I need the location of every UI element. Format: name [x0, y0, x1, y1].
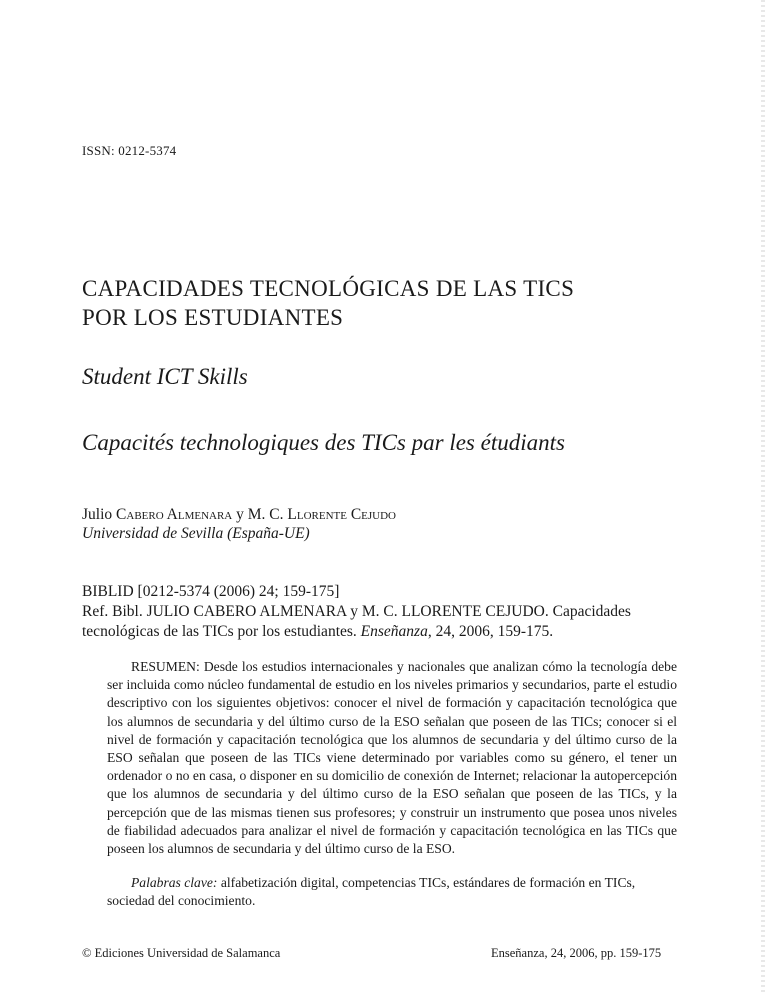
reference-text: Ref. Bibl. JULIO CABERO ALMENARA y M. C. LLORENTE CEJUDO. Capacidades tecnológicas de las TICs por los estudiantes.	[82, 603, 631, 640]
author-2-surname: Llorente Cejudo	[287, 506, 397, 523]
footer-citation: Enseñanza, 24, 2006, pp. 159-175	[491, 946, 662, 960]
biblid: BIBLID [0212-5374 (2006) 24; 159-175]	[82, 583, 340, 600]
scan-edge	[761, 0, 765, 994]
abstract-text: Desde los estudios internacionales y nacionales que analizan cómo la tecnología debe ser incluida como núcleo fundamental de estudio en los niveles primarios y secundarios, parte el estudio descriptivo con los siguientes objetivos: conocer el nivel de formación y capacitación tecnológica que los alumnos de secundaria y del último curso de la ESO señalan que poseen de las TICs; conocer si el nivel de formación y capacitación tecnológica que los alumnos de secundaria y del último curso de la ESO señalan que poseen de las TICs viene determinado por variables como su género, el tener un ordenador o no en casa, o disponer en su domicilio de conexión de Internet; relacionar la autopercepción que los alumnos de secundaria y del último curso de la ESO señalan que poseen de las TICs, y la percepción que de las mismas tienen sus profesores; y construir un instrumento que posea unos niveles de fiabilidad adecuados para analizar el nivel de formación y capacitación tecnológica en las TICs que poseen los alumnos de secundaria y del último curso de la ESO.	[107, 659, 677, 857]
article-title-spanish	[82, 274, 642, 332]
author-conjunction: y	[236, 506, 244, 523]
reference-journal: Enseñanza	[360, 623, 428, 640]
issn: ISSN: 0212-5374	[82, 143, 177, 158]
author-1-given: Julio	[82, 506, 113, 523]
footer-publisher: © Ediciones Universidad de Salamanca	[82, 946, 281, 960]
keywords	[107, 874, 677, 910]
author-1-surname: Cabero Almenara	[116, 506, 233, 523]
article-title-french: Capacités technologiques des TICs par les étudiants	[82, 430, 565, 455]
abstract-label: RESUMEN:	[131, 659, 200, 674]
keywords-text: alfabetización digital, competencias TICs, estándares de formación en TICs, sociedad del conocimiento.	[107, 875, 636, 909]
title-line-1: CAPACIDADES TECNOLÓGICAS DE LAS TICS	[82, 276, 575, 301]
affiliation: Universidad de Sevilla (España-UE)	[82, 525, 310, 542]
keywords-label: Palabras clave:	[131, 875, 218, 890]
author-2-given: M. C.	[247, 506, 284, 523]
bibliographic-reference	[82, 602, 662, 642]
title-line-2: POR LOS ESTUDIANTES	[82, 305, 344, 330]
article-title-english: Student ICT Skills	[82, 364, 248, 389]
authors	[82, 505, 396, 525]
reference-details: , 24, 2006, 159-175.	[427, 623, 554, 640]
abstract	[107, 658, 677, 858]
